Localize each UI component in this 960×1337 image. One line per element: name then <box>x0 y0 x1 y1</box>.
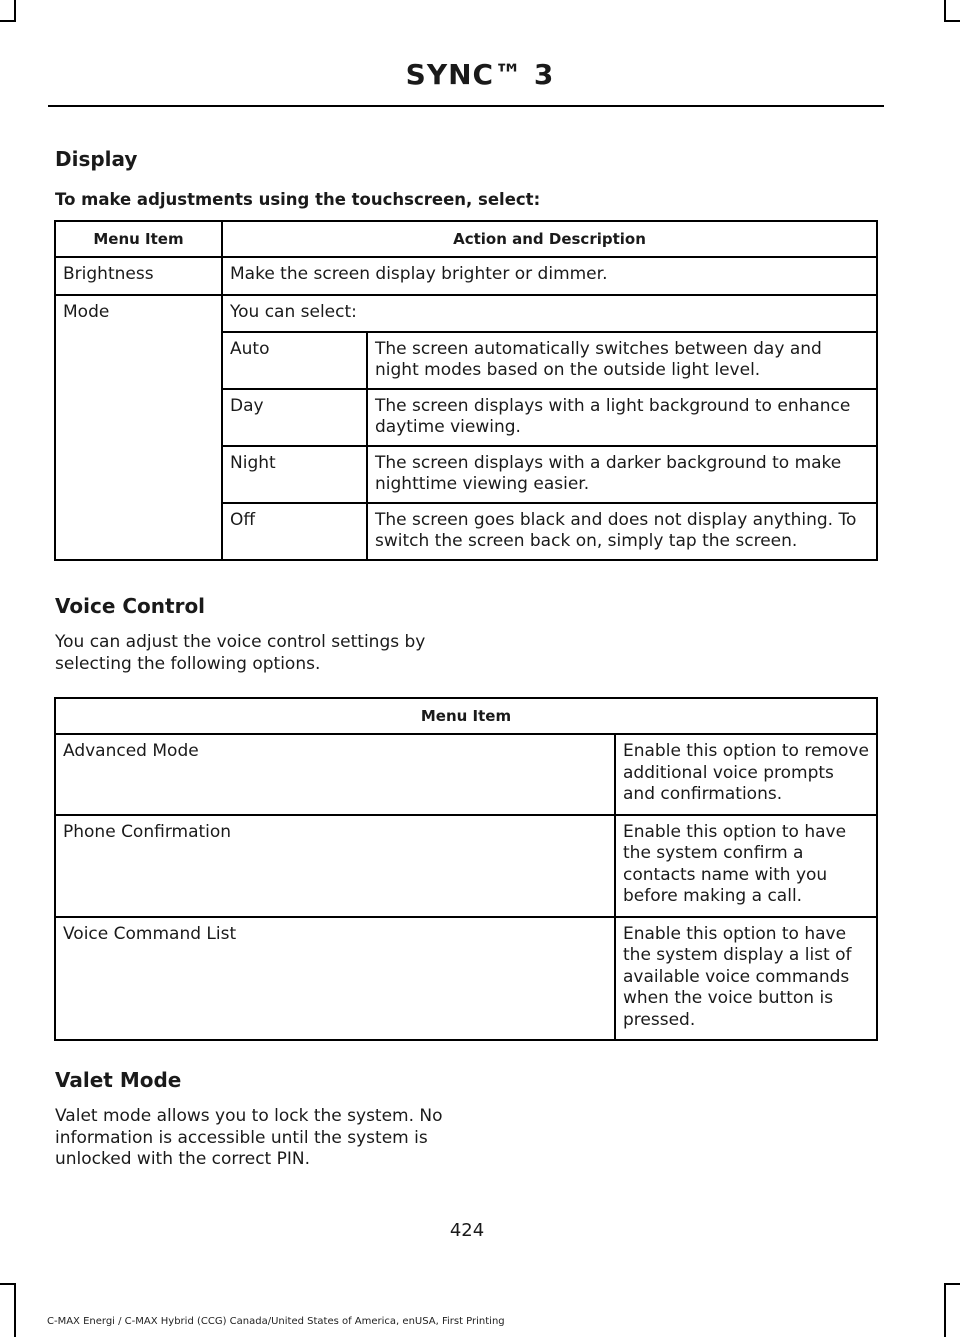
voice-intro: You can adjust the voice control settings by selecting the following options. <box>55 632 426 674</box>
table-row <box>55 257 877 295</box>
table-header-row <box>55 698 877 734</box>
list-item <box>223 503 876 559</box>
mode-option-description: The screen goes black and does not display anything. To switch the screen back on, simply tap the screen. <box>367 503 876 559</box>
voice-table <box>54 697 878 1041</box>
menu-item-mode: Mode <box>63 301 110 322</box>
table-row <box>55 734 877 815</box>
menu-item-voice-command-list: Voice Command List <box>63 923 237 944</box>
mode-option-auto: Auto <box>223 333 367 389</box>
advanced-mode-description: Enable this option to remove additional voice prompts and confirmations. <box>623 741 869 804</box>
page-header-title: SYNC™ 3 <box>405 58 555 91</box>
mode-options-table <box>223 333 876 559</box>
display-table <box>54 220 878 561</box>
mode-description: You can select: <box>223 296 876 334</box>
mode-option-description: The screen displays with a darker background to make nighttime viewing easier. <box>367 446 876 503</box>
crop-mark <box>944 1283 960 1285</box>
column-header-menu-item: Menu Item <box>55 698 877 734</box>
table-row <box>55 295 877 561</box>
menu-item-brightness: Brightness <box>63 264 154 284</box>
brightness-description: Make the screen display brighter or dimmer. <box>230 264 608 284</box>
footer-text: C-MAX Energi / C-MAX Hybrid (CCG) Canada/United States of America, enUSA, First Printing <box>47 1316 505 1327</box>
list-item <box>223 333 876 389</box>
mode-option-description: The screen displays with a light background to enhance daytime viewing. <box>367 389 876 446</box>
section-heading-display: Display <box>55 147 138 171</box>
header-divider <box>48 105 884 107</box>
display-subheading: To make adjustments using the touchscreen, select: <box>55 190 541 209</box>
crop-mark <box>944 20 960 22</box>
column-header-action: Action and Description <box>222 221 877 257</box>
list-item <box>223 446 876 503</box>
voice-command-list-description: Enable this option to have the system display a list of available voice commands when the voice button is pressed. <box>623 923 852 1030</box>
crop-mark <box>0 20 16 22</box>
page-number: 424 <box>449 1220 485 1241</box>
table-row <box>55 917 877 1041</box>
section-heading-valet-mode: Valet Mode <box>55 1068 182 1092</box>
crop-mark <box>0 1283 16 1285</box>
menu-item-advanced-mode: Advanced Mode <box>63 741 199 761</box>
column-header-menu-item: Menu Item <box>55 221 222 257</box>
list-item <box>223 389 876 446</box>
mode-option-day: Day <box>223 389 367 446</box>
mode-option-night: Night <box>223 446 367 503</box>
menu-item-phone-confirmation: Phone Confirmation <box>63 821 232 842</box>
crop-mark <box>14 0 16 20</box>
mode-option-description: The screen automatically switches between day and night modes based on the outside light level. <box>375 339 822 380</box>
crop-mark <box>944 0 946 20</box>
crop-mark <box>944 1283 946 1337</box>
section-heading-voice-control: Voice Control <box>55 594 206 618</box>
phone-confirmation-description: Enable this option to have the system confirm a contacts name with you before making a call. <box>623 821 847 906</box>
valet-text: Valet mode allows you to lock the system. No information is accessible until the system is unlocked with the correct PIN. <box>55 1106 443 1169</box>
table-row <box>55 815 877 917</box>
table-header-row <box>55 221 877 257</box>
mode-option-off: Off <box>223 503 367 559</box>
crop-mark <box>14 1283 16 1337</box>
